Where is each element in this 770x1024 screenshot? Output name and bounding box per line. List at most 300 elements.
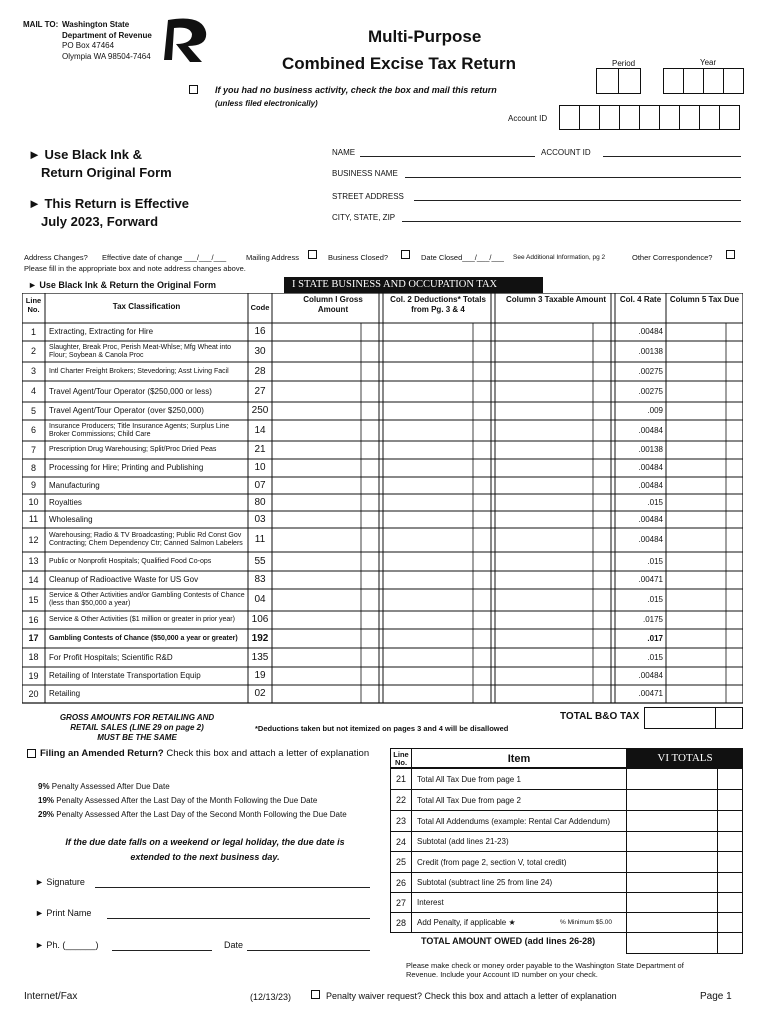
period-box[interactable]: [596, 68, 619, 94]
no-activity-text: If you had no business activity, check the box and mail this return: [215, 85, 497, 95]
ink-line2: Return Original Form: [41, 165, 172, 180]
totals-line-number: 22: [390, 789, 412, 811]
account-id-box[interactable]: [639, 105, 660, 130]
total-bo-tax-label: TOTAL B&O TAX: [560, 711, 640, 722]
totals-item-label: Subtotal (add lines 21-23): [411, 831, 627, 852]
tax-due-input[interactable]: [667, 403, 741, 419]
gross-note-line: GROSS AMOUNTS FOR RETAILING AND: [59, 713, 215, 722]
bo-line-number: 15: [28, 595, 39, 605]
effective-date-field[interactable]: Effective date of change ___/___/___: [102, 253, 227, 262]
see-additional-info: See Additional Information, pg 2: [513, 254, 606, 261]
deductions-input[interactable]: [384, 553, 489, 570]
bo-classification: Service & Other Activities ($1 million or greater in prior year): [49, 616, 235, 623]
gross-amount-input[interactable]: [273, 529, 377, 551]
tax-due-input[interactable]: [667, 382, 741, 401]
totals-amount-input[interactable]: [626, 768, 718, 790]
date-closed-field[interactable]: Date Closed___/___/___: [421, 253, 504, 262]
taxable-amount-input[interactable]: [496, 495, 609, 510]
year-box[interactable]: [683, 68, 704, 94]
deductions-input[interactable]: [384, 630, 489, 647]
signature-label: ► Signature: [35, 877, 85, 887]
bo-line-number: 11: [28, 514, 39, 524]
business-name-field[interactable]: [405, 177, 741, 178]
bo-classification: Gambling Contests of Chance ($50,000 a year or greater): [49, 634, 238, 642]
address-line: PO Box 47464: [62, 41, 115, 50]
totals-item-label: Total All Tax Due from page 1: [411, 768, 627, 790]
bo-line-number: 17: [28, 633, 39, 643]
deductions-input[interactable]: [384, 495, 489, 510]
tax-due-input[interactable]: [667, 686, 741, 702]
totals-item-label: Subtotal (subtract line 25 from line 24): [411, 872, 627, 893]
totals-section-title: VI TOTALS: [627, 748, 743, 768]
bo-classification: Intl Charter Freight Brokers; Stevedoring; Asst Living Facil: [49, 367, 229, 375]
year-label: Year: [700, 58, 717, 67]
bo-rate: .00275: [638, 367, 663, 376]
bo-classification: Cleanup of Radioactive Waste for US Gov: [49, 575, 199, 584]
totals-cents-input[interactable]: [717, 831, 743, 852]
totals-cents-input[interactable]: [717, 789, 743, 811]
taxable-amount-input[interactable]: [496, 630, 609, 647]
totals-line-number: 21: [390, 768, 412, 790]
penalty-item: 9% Penalty Assessed After Due Date: [38, 782, 170, 791]
totals-cents-input[interactable]: [717, 912, 743, 933]
taxable-amount-input[interactable]: [496, 612, 609, 628]
bo-code: 07: [254, 480, 266, 491]
bo-classification: Service & Other Activities and/or Gambling Contests of Chance (less than $50,000 a year): [49, 592, 245, 607]
phone-field[interactable]: [112, 950, 212, 951]
deductions-input[interactable]: [384, 382, 489, 401]
gross-note-line: RETAIL SALES (LINE 29 on page 2): [70, 723, 204, 732]
no-activity-checkbox[interactable]: [189, 85, 198, 94]
totals-amount-input[interactable]: [626, 872, 718, 893]
tax-due-input[interactable]: [667, 495, 741, 510]
bo-line-number: 7: [30, 445, 36, 455]
taxable-amount-input[interactable]: [496, 363, 609, 380]
total-amount-owed-label: TOTAL AMOUNT OWED (add lines 26-28): [421, 936, 596, 946]
bo-code: 16: [254, 326, 266, 337]
effective-line1: ► This Return is Effective: [28, 196, 189, 211]
totals-amount-input[interactable]: [626, 789, 718, 811]
effective-line2: July 2023, Forward: [41, 214, 159, 229]
bo-line-number: 9: [30, 480, 36, 490]
bo-code: 192: [251, 633, 269, 644]
city-state-zip-label: CITY, STATE, ZIP: [332, 213, 396, 222]
tax-due-input[interactable]: [667, 324, 741, 340]
taxable-amount-input[interactable]: [496, 668, 609, 684]
bo-rate: .00471: [638, 575, 663, 584]
bo-line-number: 20: [28, 689, 39, 699]
other-correspondence-checkbox[interactable]: [726, 250, 735, 259]
bo-rate: .017: [647, 634, 663, 643]
account-id-box[interactable]: [559, 105, 580, 130]
gross-amount-input[interactable]: [273, 512, 377, 527]
totals-item-label: Interest: [411, 892, 627, 913]
account-id-box[interactable]: [719, 105, 740, 130]
tax-due-input[interactable]: [667, 421, 741, 440]
totals-cents-input[interactable]: [717, 768, 743, 790]
taxable-amount-input[interactable]: [496, 421, 609, 440]
gross-amount-input[interactable]: [273, 460, 377, 476]
bo-rate: .00484: [638, 481, 663, 490]
taxable-amount-input[interactable]: [496, 590, 609, 610]
totals-amount-input[interactable]: [626, 892, 718, 913]
year-box[interactable]: [663, 68, 684, 94]
account-id-field[interactable]: [603, 156, 741, 157]
bo-line-number: 19: [28, 671, 39, 681]
bo-code: 14: [254, 425, 266, 436]
gross-amount-input[interactable]: [273, 403, 377, 419]
address-line: Washington State: [62, 20, 130, 29]
taxable-amount-input[interactable]: [496, 324, 609, 340]
tax-due-input[interactable]: [667, 442, 741, 458]
gross-amount-input[interactable]: [273, 686, 377, 702]
account-id-box[interactable]: [659, 105, 680, 130]
tax-due-input[interactable]: [667, 512, 741, 527]
gross-amount-input[interactable]: [273, 668, 377, 684]
gross-amount-input[interactable]: [273, 495, 377, 510]
deductions-input[interactable]: [384, 572, 489, 588]
totals-item-label: Add Penalty, if applicable ★: [411, 912, 627, 933]
account-id-box[interactable]: [599, 105, 620, 130]
city-state-zip-field[interactable]: [402, 221, 741, 222]
tax-due-input[interactable]: [667, 553, 741, 570]
bo-rate: .009: [647, 406, 663, 415]
print-name-field[interactable]: [107, 918, 370, 919]
bo-code: 30: [254, 346, 266, 357]
bo-rate: .00275: [638, 387, 663, 396]
form-title-line2: Combined Excise Tax Return: [282, 54, 516, 73]
mail-to-label: MAIL TO:: [23, 20, 59, 29]
bo-code: 03: [254, 514, 266, 525]
bo-classification: Warehousing; Radio & TV Broadcasting; Public Rd Const Gov Contracting; Chem Dependency Ctr; Canned Salmon Labelers: [49, 532, 243, 547]
bo-classification: Wholesaling: [49, 514, 93, 524]
gross-amount-input[interactable]: [273, 630, 377, 647]
bo-line-number: 18: [28, 652, 39, 662]
gross-amount-input[interactable]: [273, 324, 377, 340]
bo-section-title: I STATE BUSINESS AND OCCUPATION TAX: [284, 277, 543, 293]
signature-field[interactable]: [95, 887, 370, 888]
amended-return-text: [40, 748, 369, 759]
taxable-amount-input[interactable]: [496, 382, 609, 401]
date-label: Date: [224, 940, 244, 950]
taxable-amount-input[interactable]: [496, 649, 609, 666]
gross-amount-input[interactable]: [273, 612, 377, 628]
deductions-input[interactable]: [384, 668, 489, 684]
gross-amount-input[interactable]: [273, 478, 377, 493]
taxable-amount-input[interactable]: [496, 553, 609, 570]
street-address-label: STREET ADDRESS: [332, 192, 404, 201]
bo-code: 28: [254, 366, 266, 377]
bo-classification: Prescription Drug Warehousing; Split/Proc Dried Peas: [49, 446, 217, 453]
gross-amount-input[interactable]: [273, 572, 377, 588]
bo-classification: Retailing of Interstate Transportation Equip: [49, 671, 201, 680]
total-bo-tax-field[interactable]: [644, 707, 743, 729]
penalty-minimum-note: % Minimum $5.00: [560, 919, 613, 926]
deductions-input[interactable]: [384, 363, 489, 380]
bo-classification: Processing for Hire; Printing and Publishing: [49, 463, 204, 472]
total-bo-cents[interactable]: [715, 707, 743, 729]
changes-note: Please fill in the appropriate box and note address changes above.: [24, 264, 246, 273]
account-id-label: Account ID: [508, 114, 548, 123]
totals-line-number: 26: [390, 872, 412, 893]
account-id-field-label: ACCOUNT ID: [541, 148, 591, 157]
totals-line-number: 27: [390, 892, 412, 913]
col-header-code: Code: [250, 303, 270, 312]
period-box[interactable]: [618, 68, 641, 94]
mailing-address-checkbox[interactable]: [308, 250, 317, 259]
tax-due-input[interactable]: [667, 612, 741, 628]
name-label: NAME: [332, 148, 356, 157]
tax-due-input[interactable]: [667, 668, 741, 684]
bo-classification: Royalties: [49, 497, 82, 507]
effective-instruction: [28, 195, 189, 231]
deductions-input[interactable]: [384, 324, 489, 340]
penalty-item: 29% Penalty Assessed After the Last Day of the Second Month Following the Due Date: [38, 810, 347, 819]
due-note-line: extended to the next business day.: [130, 852, 280, 862]
tax-due-input[interactable]: [667, 649, 741, 666]
year-box[interactable]: [723, 68, 744, 94]
payable-line: Revenue. Include your Account ID number on your check.: [406, 970, 598, 979]
deductions-input[interactable]: [384, 460, 489, 476]
bo-code: 21: [254, 444, 266, 455]
taxable-amount-input[interactable]: [496, 686, 609, 702]
bo-rate: .015: [647, 595, 663, 604]
business-closed-checkbox[interactable]: [401, 250, 410, 259]
bo-code: 106: [251, 614, 269, 625]
totals-item-label: Total All Tax Due from page 2: [411, 789, 627, 811]
bo-code: 55: [254, 556, 266, 567]
tax-due-input[interactable]: [667, 460, 741, 476]
account-id-box[interactable]: [619, 105, 640, 130]
gross-amounts-note: [52, 713, 222, 743]
totals-cents-input[interactable]: [717, 810, 743, 832]
totals-col-item: Item: [411, 748, 627, 768]
totals-amount-input[interactable]: [626, 831, 718, 852]
bo-classification: Travel Agent/Tour Operator ($250,000 or less): [49, 386, 212, 396]
gross-amount-input[interactable]: [273, 590, 377, 610]
col-header-taxable: Column 3 Taxable Amount: [505, 295, 606, 304]
name-field[interactable]: [360, 156, 535, 157]
bo-classification: Retailing: [49, 689, 81, 698]
taxable-amount-input[interactable]: [496, 478, 609, 493]
totals-amount-input[interactable]: [626, 912, 718, 933]
bo-code: 250: [251, 405, 269, 416]
totals-line-number: 28: [390, 912, 412, 933]
business-name-label: BUSINESS NAME: [332, 169, 398, 178]
mailing-address: [62, 20, 152, 62]
payable-line: Please make check or money order payable to the Washington State Department of: [406, 961, 684, 970]
bo-line-number: 4: [30, 386, 36, 396]
business-closed-label: Business Closed?: [328, 253, 389, 262]
gross-amount-input[interactable]: [273, 363, 377, 380]
tax-due-input[interactable]: [667, 342, 741, 361]
gross-amount-input[interactable]: [273, 421, 377, 440]
taxable-amount-input[interactable]: [496, 460, 609, 476]
bo-line-number: 13: [28, 556, 39, 566]
bo-rate: .00484: [638, 515, 663, 524]
deductions-input[interactable]: [384, 403, 489, 419]
use-black-ink-note: ► Use Black Ink & Return the Original Form: [28, 280, 216, 290]
bo-line-number: 14: [28, 575, 39, 585]
gross-amount-input[interactable]: [273, 553, 377, 570]
col-header-line: Line No.: [25, 296, 42, 314]
footer-channel: Internet/Fax: [24, 991, 78, 1002]
gross-amount-input[interactable]: [273, 649, 377, 666]
bo-classification: Manufacturing: [49, 480, 100, 490]
totals-col-line: Line No.: [390, 748, 412, 768]
bo-line-number: 1: [30, 327, 36, 337]
bo-classification: For Profit Hospitals; Scientific R&D: [49, 652, 173, 662]
black-ink-instruction: [28, 146, 172, 182]
year-box[interactable]: [703, 68, 724, 94]
bo-classification: Public or Nonprofit Hospitals; Qualified Food Co-ops: [49, 557, 212, 565]
other-correspondence-label: Other Correspondence?: [632, 253, 713, 262]
gross-amount-input[interactable]: [273, 382, 377, 401]
bo-line-number: 3: [30, 366, 36, 376]
deductions-input[interactable]: [384, 612, 489, 628]
deductions-input[interactable]: [384, 342, 489, 361]
taxable-amount-input[interactable]: [496, 572, 609, 588]
bo-rate: .00484: [638, 535, 663, 544]
bo-code: 11: [254, 534, 266, 545]
date-field[interactable]: [247, 950, 370, 951]
print-name-label: ► Print Name: [35, 908, 92, 918]
total-owed-cents[interactable]: [717, 932, 743, 954]
bo-code: 27: [254, 386, 266, 397]
penalty-waiver-text: Penalty waiver request? Check this box and attach a letter of explanation: [326, 991, 617, 1001]
gross-amount-input[interactable]: [273, 342, 377, 361]
total-bo-dollars[interactable]: [644, 707, 716, 729]
tax-due-input[interactable]: [667, 572, 741, 588]
tax-due-input[interactable]: [667, 630, 741, 647]
taxable-amount-input[interactable]: [496, 512, 609, 527]
due-note-line: If the due date falls on a weekend or legal holiday, the due date is: [65, 837, 345, 847]
bo-rate: .00484: [638, 671, 663, 680]
tax-due-input[interactable]: [667, 529, 741, 551]
deductions-input[interactable]: [384, 529, 489, 551]
totals-cents-input[interactable]: [717, 892, 743, 913]
address-line: Department of Revenue: [62, 30, 152, 40]
deductions-input[interactable]: [384, 590, 489, 610]
gross-note-line: MUST BE THE SAME: [97, 733, 177, 742]
totals-table: [390, 748, 743, 959]
totals-amount-input[interactable]: [626, 810, 718, 832]
penalty-waiver-checkbox[interactable]: [311, 990, 320, 999]
bo-rate: .00138: [638, 347, 663, 356]
account-id-box[interactable]: [679, 105, 700, 130]
bo-code: 83: [254, 574, 266, 585]
amended-return-checkbox[interactable]: [27, 749, 36, 758]
form-title-line1: Multi-Purpose: [368, 27, 482, 46]
phone-label: ► Ph. (______): [35, 940, 99, 950]
totals-amount-input[interactable]: [626, 851, 718, 873]
taxable-amount-input[interactable]: [496, 403, 609, 419]
totals-item-label: Total All Addendums (example: Rental Car Addendum): [411, 810, 627, 832]
bo-classification: Extracting, Extracting for Hire: [49, 327, 154, 336]
bo-rate: .00484: [638, 327, 663, 336]
totals-line-number: 25: [390, 851, 412, 873]
taxable-amount-input[interactable]: [496, 342, 609, 361]
bo-rate: .00138: [638, 445, 663, 454]
gross-amount-input[interactable]: [273, 442, 377, 458]
taxable-amount-input[interactable]: [496, 442, 609, 458]
bo-classification: Travel Agent/Tour Operator (over $250,000): [49, 406, 204, 415]
col-header-deductions: Col. 2 Deductions* Totals from Pg. 3 & 4: [390, 295, 486, 314]
bo-code: 10: [254, 462, 266, 473]
bo-rate: .015: [647, 653, 663, 662]
bo-code: 19: [254, 670, 266, 681]
deductions-input[interactable]: [384, 478, 489, 493]
tax-due-input[interactable]: [667, 363, 741, 380]
bo-rate: .00484: [638, 463, 663, 472]
bo-line-number: 5: [30, 406, 36, 416]
col-header-tax-due: Column 5 Tax Due: [669, 295, 740, 304]
deductions-input[interactable]: [384, 442, 489, 458]
bo-line-number: 12: [28, 535, 39, 545]
deductions-input[interactable]: [384, 421, 489, 440]
deductions-note: *Deductions taken but not itemized on pages 3 and 4 will be disallowed: [255, 724, 509, 733]
taxable-amount-input[interactable]: [496, 529, 609, 551]
bo-line-number: 8: [30, 463, 36, 473]
bo-rate: .00471: [638, 689, 663, 698]
mailing-address-label: Mailing Address: [246, 253, 299, 262]
bo-code: 02: [254, 688, 266, 699]
bo-line-number: 6: [30, 425, 36, 435]
deductions-input[interactable]: [384, 512, 489, 527]
col-header-classification: Tax Classification: [112, 302, 181, 311]
page-number: Page 1: [700, 991, 732, 1002]
deductions-input[interactable]: [384, 686, 489, 702]
totals-item-label: Credit (from page 2, section V, total credit): [411, 851, 627, 873]
col-header-rate: Col. 4 Rate: [619, 295, 662, 304]
bo-line-number: 16: [28, 615, 39, 625]
bo-tax-table: [22, 293, 743, 709]
bo-rate: .015: [647, 498, 663, 507]
dor-logo-icon: [162, 16, 210, 64]
bo-code: 04: [254, 594, 266, 605]
tax-due-input[interactable]: [667, 478, 741, 493]
street-address-field[interactable]: [414, 200, 741, 201]
totals-line-number: 24: [390, 831, 412, 852]
ink-line1: ► Use Black Ink &: [28, 147, 143, 162]
address-changes-label: Address Changes?: [24, 253, 88, 262]
totals-line-number: 23: [390, 810, 412, 832]
amended-instruction: Check this box and attach a letter of explanation: [166, 748, 370, 759]
col-header-gross: Column I Gross Amount: [303, 295, 363, 314]
payable-note: [406, 961, 684, 979]
totals-cents-input[interactable]: [717, 872, 743, 893]
amended-label: Filing an Amended Return?: [40, 748, 164, 759]
bo-code: 80: [254, 497, 266, 508]
period-label: Period: [612, 59, 636, 68]
penalty-schedule: [38, 780, 347, 822]
total-owed-dollars[interactable]: [626, 932, 718, 954]
account-id-box[interactable]: [579, 105, 600, 130]
address-line: Olympia WA 98504-7464: [62, 51, 151, 61]
tax-due-input[interactable]: [667, 590, 741, 610]
bo-rate: .00484: [638, 426, 663, 435]
bo-line-number: 10: [28, 497, 39, 507]
bo-rate: .0175: [642, 615, 663, 624]
penalty-item: 19% Penalty Assessed After the Last Day of the Month Following the Due Date: [38, 796, 318, 805]
bo-rate: .015: [647, 557, 663, 566]
bo-classification: Insurance Producers; Title Insurance Agents; Surplus Line Broker Commissions; Child Care: [49, 422, 230, 438]
no-activity-subtext: (unless filed electronically): [215, 99, 318, 108]
footer-revision-date: (12/13/23): [250, 992, 292, 1002]
deductions-input[interactable]: [384, 649, 489, 666]
totals-cents-input[interactable]: [717, 851, 743, 873]
account-id-box[interactable]: [699, 105, 720, 130]
